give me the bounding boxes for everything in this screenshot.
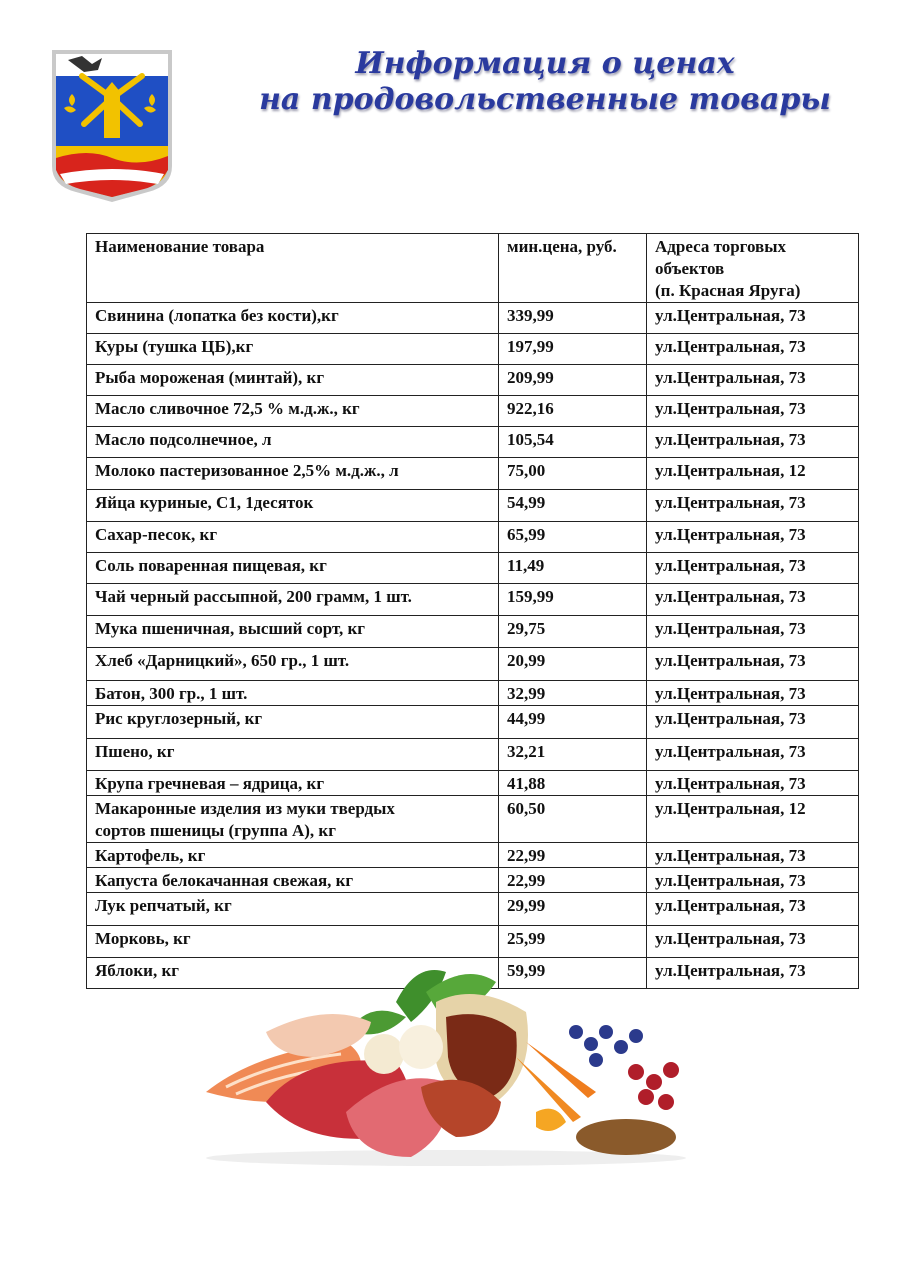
cell-name: Рис круглозерный, кг: [87, 706, 499, 739]
cell-price: 339,99: [499, 303, 647, 334]
table-row: [87, 648, 859, 681]
table-row: [87, 427, 859, 458]
cell-address: ул.Центральная, 73: [647, 303, 859, 334]
price-table: [86, 233, 859, 989]
cell-address: ул.Центральная, 73: [647, 843, 859, 868]
cell-name: Крупа гречневая – ядрица, кг: [87, 771, 499, 796]
cell-name: Чай черный рассыпной, 200 грамм, 1 шт.: [87, 584, 499, 616]
page-title: [200, 46, 890, 118]
cell-price: 41,88: [499, 771, 647, 796]
cell-address: ул.Центральная, 73: [647, 490, 859, 522]
cell-price: 22,99: [499, 868, 647, 893]
cell-name: Рыба мороженая (минтай), кг: [87, 365, 499, 396]
table-row: [87, 553, 859, 584]
cell-address: ул.Центральная, 73: [647, 334, 859, 365]
cell-name: Лук репчатый, кг: [87, 893, 499, 926]
cell-price: 22,99: [499, 843, 647, 868]
cell-address: ул.Центральная, 73: [647, 584, 859, 616]
cell-address: ул.Центральная, 73: [647, 427, 859, 458]
cell-name: Сахар-песок, кг: [87, 522, 499, 553]
table-row: [87, 681, 859, 706]
table-row: [87, 334, 859, 365]
table-row: [87, 616, 859, 648]
cell-address: ул.Центральная, 73: [647, 926, 859, 958]
cell-name: Пшено, кг: [87, 739, 499, 771]
cell-address: ул.Центральная, 73: [647, 771, 859, 796]
cell-price: 59,99: [499, 958, 647, 989]
table-row: [87, 706, 859, 739]
cell-price: 209,99: [499, 365, 647, 396]
table-row: [87, 396, 859, 427]
cell-price: 922,16: [499, 396, 647, 427]
header-name: Наименование товара: [87, 234, 499, 303]
table-row: [87, 868, 859, 893]
table-row: [87, 771, 859, 796]
cell-name: Соль поваренная пищевая, кг: [87, 553, 499, 584]
cell-address: ул.Центральная, 73: [647, 893, 859, 926]
cell-name: Капуста белокачанная свежая, кг: [87, 868, 499, 893]
table-row: [87, 796, 859, 843]
cell-name: Батон, 300 гр., 1 шт.: [87, 681, 499, 706]
cell-price: 20,99: [499, 648, 647, 681]
cell-address: ул.Центральная, 73: [647, 522, 859, 553]
cell-address: ул.Центральная, 73: [647, 706, 859, 739]
title-line-2: на продовольственные товары: [259, 82, 831, 117]
cell-address: ул.Центральная, 73: [647, 868, 859, 893]
cell-name: Хлеб «Дарницкий», 650 гр., 1 шт.: [87, 648, 499, 681]
table-row: [87, 490, 859, 522]
coat-of-arms-icon: [48, 46, 176, 204]
cell-address: ул.Центральная, 73: [647, 365, 859, 396]
table-row: [87, 584, 859, 616]
cell-name: Макаронные изделия из муки твердых сортов пшеницы (группа А), кг: [87, 796, 499, 843]
cell-price: 29,99: [499, 893, 647, 926]
cell-address: ул.Центральная, 73: [647, 396, 859, 427]
cell-name: Яблоки, кг: [87, 958, 499, 989]
cell-price: 44,99: [499, 706, 647, 739]
table-row: [87, 843, 859, 868]
cell-address: ул.Центральная, 73: [647, 958, 859, 989]
cell-name: Свинина (лопатка без кости),кг: [87, 303, 499, 334]
cell-price: 32,99: [499, 681, 647, 706]
cell-address: ул.Центральная, 73: [647, 553, 859, 584]
header-address: Адреса торговых объектов (п. Красная Яруга): [647, 234, 859, 303]
cell-address: ул.Центральная, 73: [647, 681, 859, 706]
table-row: [87, 458, 859, 490]
cell-address: ул.Центральная, 73: [647, 739, 859, 771]
cell-price: 75,00: [499, 458, 647, 490]
cell-name: Картофель, кг: [87, 843, 499, 868]
table-row: [87, 893, 859, 926]
food-illustration: [196, 962, 700, 1172]
cell-address: ул.Центральная, 12: [647, 796, 859, 843]
table-row: [87, 739, 859, 771]
cell-price: 54,99: [499, 490, 647, 522]
cell-price: 197,99: [499, 334, 647, 365]
cell-name: Молоко пастеризованное 2,5% м.д.ж., л: [87, 458, 499, 490]
cell-price: 105,54: [499, 427, 647, 458]
cell-name: Морковь, кг: [87, 926, 499, 958]
table-row: [87, 303, 859, 334]
cell-price: 60,50: [499, 796, 647, 843]
cell-price: 32,21: [499, 739, 647, 771]
table-header-row: [87, 234, 859, 303]
header-price: мин.цена, руб.: [499, 234, 647, 303]
table-row: [87, 522, 859, 553]
cell-price: 29,75: [499, 616, 647, 648]
cell-name: Мука пшеничная, высший сорт, кг: [87, 616, 499, 648]
cell-name: Яйца куриные, С1, 1десяток: [87, 490, 499, 522]
cell-name: Масло подсолнечное, л: [87, 427, 499, 458]
cell-address: ул.Центральная, 73: [647, 616, 859, 648]
cell-name: Куры (тушка ЦБ),кг: [87, 334, 499, 365]
cell-address: ул.Центральная, 73: [647, 648, 859, 681]
cell-price: 25,99: [499, 926, 647, 958]
cell-price: 159,99: [499, 584, 647, 616]
table-row: [87, 926, 859, 958]
table-row: [87, 365, 859, 396]
cell-price: 11,49: [499, 553, 647, 584]
cell-name: Масло сливочное 72,5 % м.д.ж., кг: [87, 396, 499, 427]
title-line-1: Информация о ценах: [355, 46, 735, 81]
cell-price: 65,99: [499, 522, 647, 553]
cell-address: ул.Центральная, 12: [647, 458, 859, 490]
